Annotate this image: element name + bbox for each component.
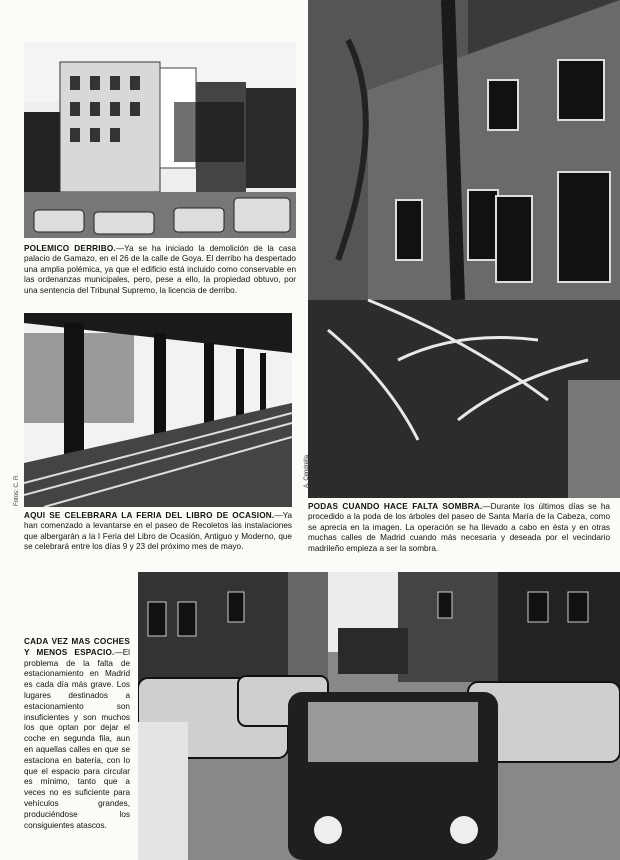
photo-credit-right: A. Cendrella	[304, 454, 310, 488]
photo-credit-left: Fotos: C. R.	[14, 473, 20, 506]
tree-pruning-photo	[308, 0, 620, 498]
article-pruning-caption	[308, 502, 610, 554]
book-fair-photo	[24, 313, 292, 507]
article-parking-headline: CADA VEZ MAS COCHES Y MENOS ESPACIO.	[24, 637, 130, 657]
article-pruning-body: —Durante los últimos días se ha procedido a la poda de los árboles del paseo de Santa María de la Cabeza, como se aprecia en la imagen. La operación se ha llevado a cabo en ésta y en otras muchas calles de Madrid cuando más necesaria y deseada por el vecindario madrileño empieza a ser la sombra.	[308, 502, 610, 553]
article-demolition-body: —Ya se ha iniciado la demolición de la casa palacio de Gamazo, en el 26 de la calle de Goya. El derribo ha despertado una amplia polémica, ya que el edificio está incluido como conservable en las ordenanzas municipales, pero, pese a ello, la propiedad obtuvo, por una sentencia del Tribunal Supremo, la licencia de derribo.	[24, 244, 296, 295]
building-photo	[24, 42, 296, 238]
article-parking-body: —El problema de la falta de estacionamiento en Madrid es cada día más grave. Los lugares destinados a estacionamiento son insuficientes y son muchos los que optan por dejar el coche en segunda fila, aun en aquellas calles en que se estaciona en batería, con lo que el espacio para circular es mínimo, tanto que a veces no es suficiente para vehículos grandes, produciéndose los consiguientes atascos.	[24, 647, 130, 830]
article-demolition-headline: POLEMICO DERRIBO.	[24, 244, 116, 253]
article-pruning-headline: PODAS CUANDO HACE FALTA SOMBRA.	[308, 502, 483, 511]
article-demolition-caption	[24, 244, 296, 296]
article-bookfair-body: —Ya han comenzado a levantarse en el paseo de Recoletos las instalaciones que albergarán a la I Feria del Libro de Ocasión, Antiguo y Moderno, que se celebrará entre los días 9 y 23 del próximo mes de mayo.	[24, 511, 292, 552]
article-bookfair-headline: AQUI SE CELEBRARA LA FERIA DEL LIBRO DE OCASION.	[24, 511, 275, 520]
article-bookfair-caption	[24, 511, 292, 553]
article-parking-caption	[24, 637, 130, 831]
parking-street-photo	[138, 572, 620, 860]
